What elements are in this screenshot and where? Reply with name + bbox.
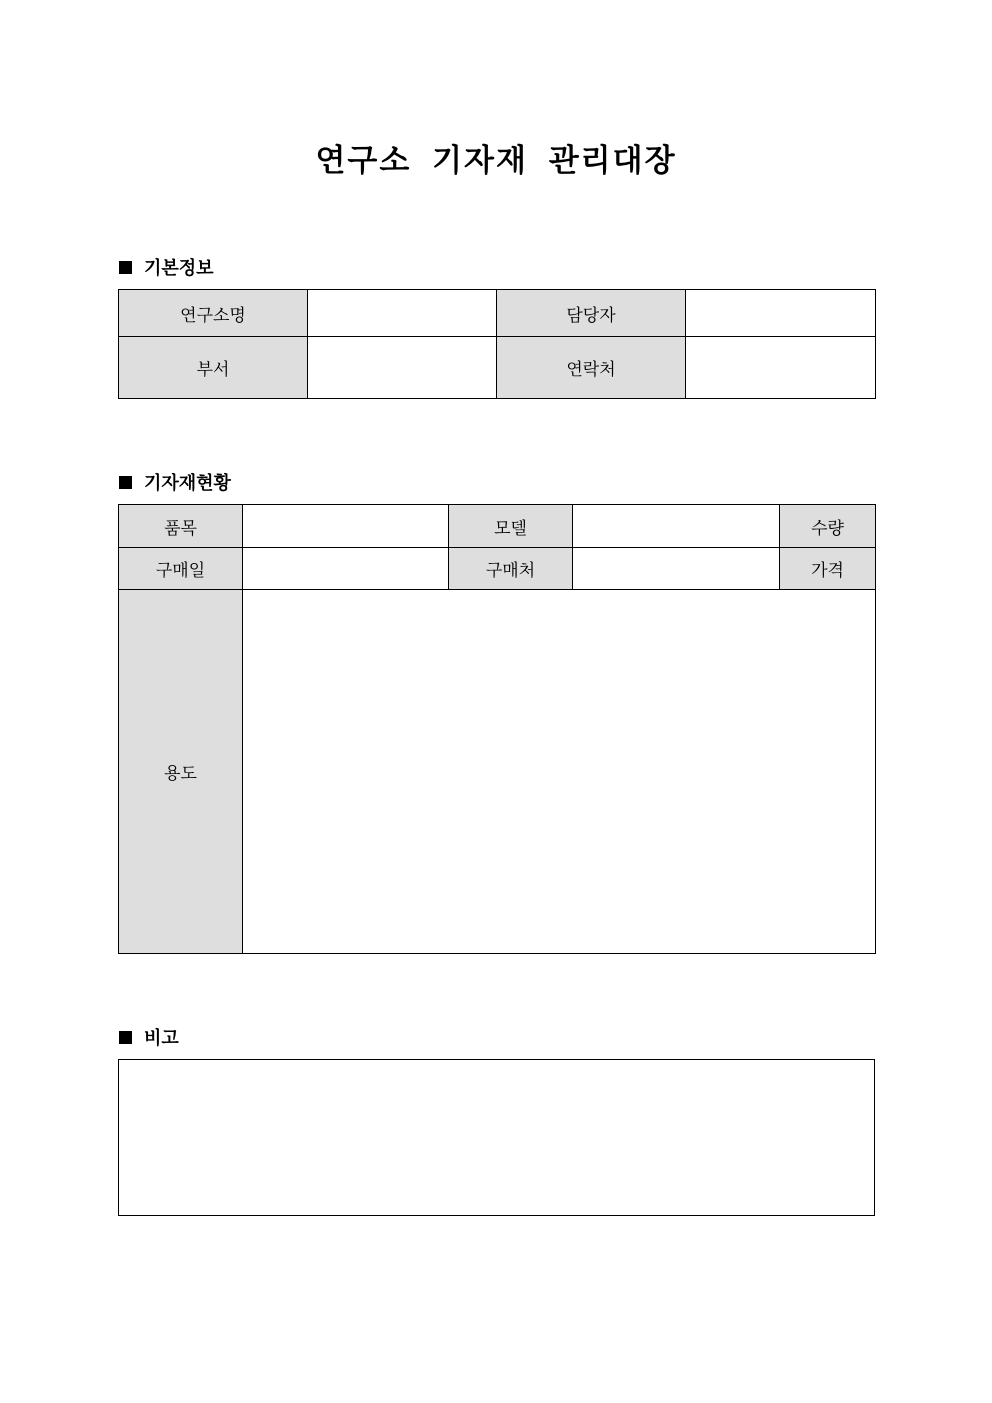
model-field[interactable] <box>573 505 780 548</box>
basic-info-heading-text: 기본정보 <box>144 258 214 279</box>
model-label: 모델 <box>449 505 573 548</box>
manager-label: 담당자 <box>497 290 686 337</box>
department-field[interactable] <box>308 337 497 399</box>
purpose-label: 용도 <box>119 590 243 954</box>
quantity-label: 수량 <box>780 505 876 548</box>
vendor-label: 구매처 <box>449 548 573 590</box>
contact-field[interactable] <box>686 337 876 399</box>
remarks-heading-text: 비고 <box>144 1028 179 1049</box>
item-field[interactable] <box>243 505 449 548</box>
contact-label: 연락처 <box>497 337 686 399</box>
square-bullet-icon <box>119 476 132 489</box>
manager-field[interactable] <box>686 290 876 337</box>
lab-name-label: 연구소명 <box>119 290 308 337</box>
lab-name-field[interactable] <box>308 290 497 337</box>
remarks-field[interactable] <box>118 1059 875 1216</box>
price-label: 가격 <box>780 548 876 590</box>
vendor-field[interactable] <box>573 548 780 590</box>
department-label: 부서 <box>119 337 308 399</box>
remarks-heading <box>119 1024 179 1050</box>
purchase-date-label: 구매일 <box>119 548 243 590</box>
square-bullet-icon <box>119 1031 132 1044</box>
basic-info-heading <box>119 254 214 280</box>
equipment-table <box>118 504 876 954</box>
equipment-heading <box>119 469 231 495</box>
purpose-field[interactable] <box>243 590 876 954</box>
page-title: 연구소 기자재 관리대장 <box>315 143 677 179</box>
basic-info-table <box>118 289 876 399</box>
equipment-heading-text: 기자재현황 <box>144 473 231 494</box>
purchase-date-field[interactable] <box>243 548 449 590</box>
square-bullet-icon <box>119 261 132 274</box>
item-label: 품목 <box>119 505 243 548</box>
